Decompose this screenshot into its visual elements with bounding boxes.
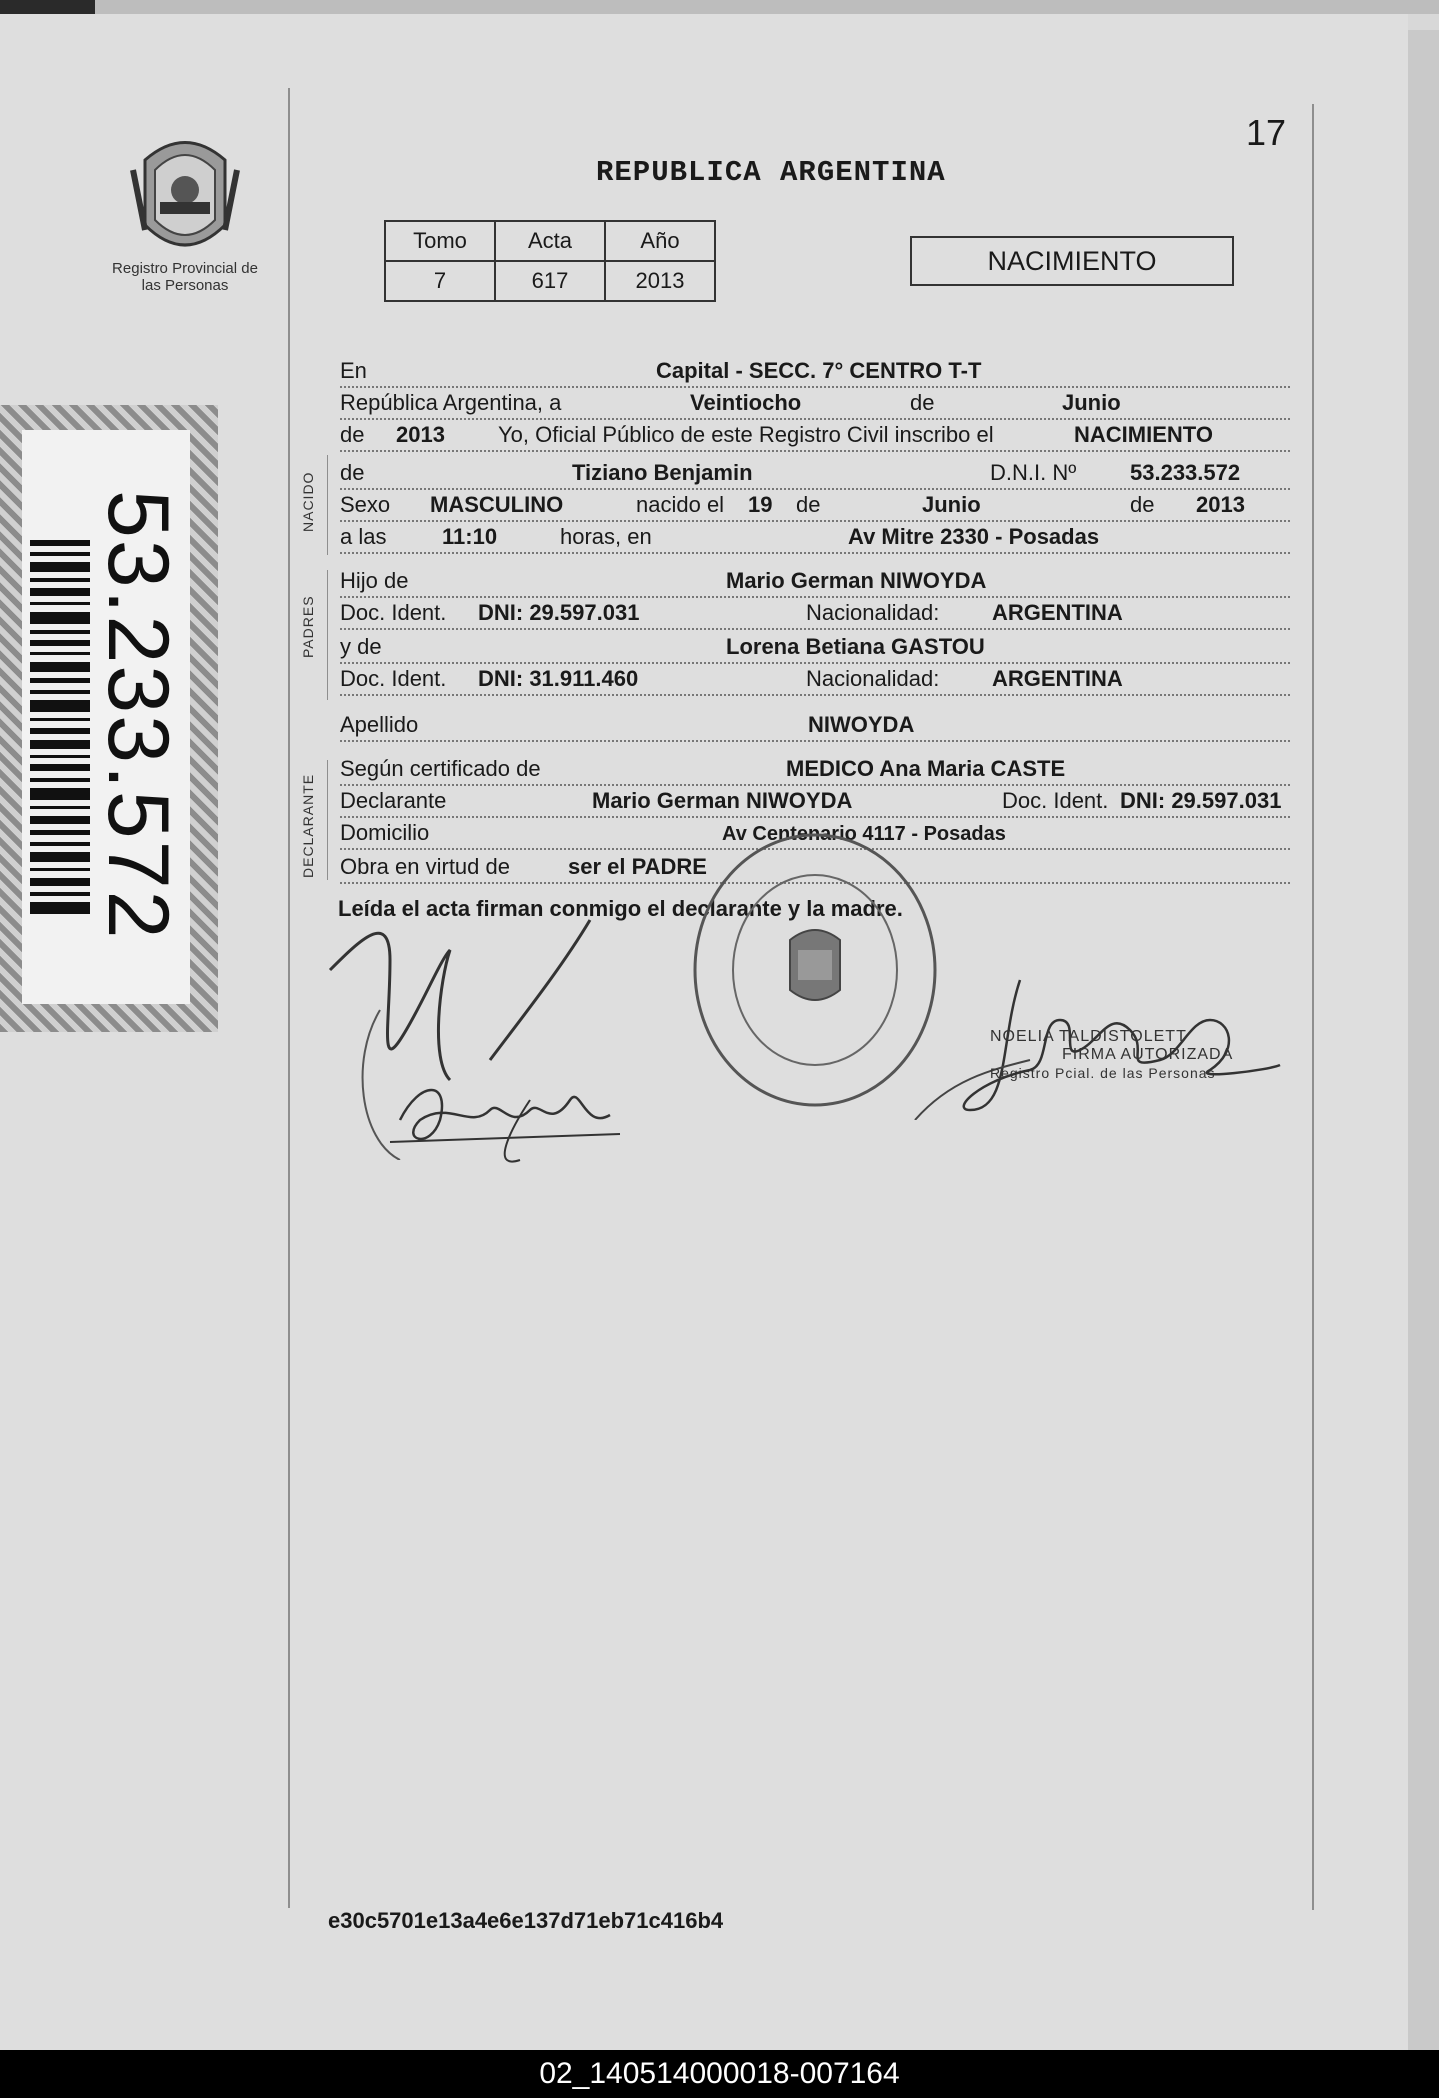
acta-header: Acta [495,221,605,261]
line-apellido [340,710,1290,742]
padres-rule [327,570,328,700]
domicilio-label: Domicilio [340,820,430,845]
nacido-anio: 2013 [1196,492,1245,517]
line-republica [340,388,1290,420]
registry-table [384,220,716,302]
en-value: Capital - SECC. 7° CENTRO T-T [656,358,982,383]
page-number: 17 [1246,112,1287,153]
anio-label: de [340,422,365,447]
registry-label: Registro Provincial de las Personas [112,260,258,294]
hora-value: 11:10 [442,524,498,549]
tomo-value: 7 [385,261,495,301]
domicilio-value: Av Centenario 4117 - Posadas [722,823,1006,845]
line-padre [340,566,1290,598]
declarante-rule [327,760,328,880]
sexo-label: Sexo [340,492,391,517]
madre-value: Lorena Betiana GASTOU [726,634,985,659]
record-type-box: NACIMIENTO [910,236,1234,286]
anio-value: 2013 [605,261,715,301]
nombre-value: Tiziano Benjamin [572,460,753,485]
scan-top-strip [0,0,1439,14]
mes-value: Junio [1062,390,1121,415]
obra-label: Obra en virtud de [340,854,510,879]
anio-header: Año [605,221,715,261]
nacido-de2: de [1130,492,1155,517]
acta-value: 617 [495,261,605,301]
anio-value: 2013 [396,422,445,447]
section-declarante: DECLARANTE [300,773,316,878]
line-madre [340,632,1290,664]
madre-doc-label: Doc. Ident. [340,666,447,691]
barcode-bars [30,540,90,920]
padre-doc-label: Doc. Ident. [340,600,447,625]
dia-value: Veintiocho [690,390,802,415]
barcode-number: 53.233.572 [90,490,186,941]
republica-label: República Argentina, a [340,390,562,415]
document-hash: e30c5701e13a4e6e137d71eb71c416b4 [328,1908,724,1933]
apellido-label: Apellido [340,712,419,737]
declarante-doc-label: Doc. Ident. [1002,788,1109,813]
scan-dark-corner [0,0,95,14]
line-madre-doc [340,664,1290,696]
line-anio [340,420,1290,452]
declarante-doc: DNI: 29.597.031 [1120,788,1282,813]
left-margin-rule [288,88,290,1908]
declarante-value: Mario German NIWOYDA [592,788,853,813]
nombre-label: de [340,460,365,485]
dni-label: D.N.I. Nº [990,460,1077,485]
tomo-header: Tomo [385,221,495,261]
madre-doc: DNI: 31.911.460 [478,666,639,691]
line-padre-doc [340,598,1290,630]
footer-code: 02_140514000018-007164 [0,2050,1439,2098]
nacido-rule [327,455,328,555]
segun-value: MEDICO Ana Maria CASTE [786,756,1066,781]
closing-statement: Leída el acta firman conmigo el declarante y la madre. [338,896,903,921]
en-label: En [340,358,367,383]
official-office: Registro Pcial. de las Personas [990,1065,1216,1081]
line-nombre [340,458,1290,490]
right-margin-rule [1312,104,1314,1910]
padre-value: Mario German NIWOYDA [726,568,987,593]
section-nacido: NACIDO [300,471,316,532]
inscribo-value: NACIMIENTO [1074,422,1213,447]
paper-edge [1408,30,1439,2050]
de-label: de [910,390,935,415]
official-signature-block [990,1028,1233,1082]
nacido-dia: 19 [748,492,773,517]
nacido-de1: de [796,492,821,517]
a-las-label: a las [340,524,387,549]
madre-nac-label: Nacionalidad: [806,666,940,691]
apellido-value: NIWOYDA [808,712,915,737]
padre-doc: DNI: 29.597.031 [478,600,640,625]
official-role: FIRMA AUTORIZADA [1062,1046,1234,1063]
nacido-mes: Junio [922,492,981,517]
official-name: NOELIA TALDISTOLETT [990,1028,1187,1045]
dni-value: 53.233.572 [1130,460,1241,485]
declarante-label: Declarante [340,788,447,813]
lugar-value: Av Mitre 2330 - Posadas [848,524,1100,549]
madre-nac: ARGENTINA [992,666,1123,691]
horas-en-label: horas, en [560,524,652,549]
obra-value: ser el PADRE [568,854,707,879]
hijo-de-label: Hijo de [340,568,409,593]
province-seal-icon [125,130,245,260]
registry-logo [110,130,260,294]
line-segun [340,754,1290,786]
y-de-label: y de [340,634,382,659]
line-hora [340,522,1290,554]
section-padres: PADRES [300,595,316,658]
mother-signature [380,1060,640,1170]
padre-nac: ARGENTINA [992,600,1123,625]
document-title: REPUBLICA ARGENTINA [596,156,946,189]
line-declarante [340,786,1290,818]
sexo-value: MASCULINO [430,492,564,517]
padre-nac-label: Nacionalidad: [806,600,940,625]
line-sexo [340,490,1290,522]
segun-label: Según certificado de [340,756,541,781]
nacido-el-label: nacido el [636,492,725,517]
line-en [340,356,1290,388]
yo-text: Yo, Oficial Público de este Registro Civil inscribo el [498,422,994,447]
